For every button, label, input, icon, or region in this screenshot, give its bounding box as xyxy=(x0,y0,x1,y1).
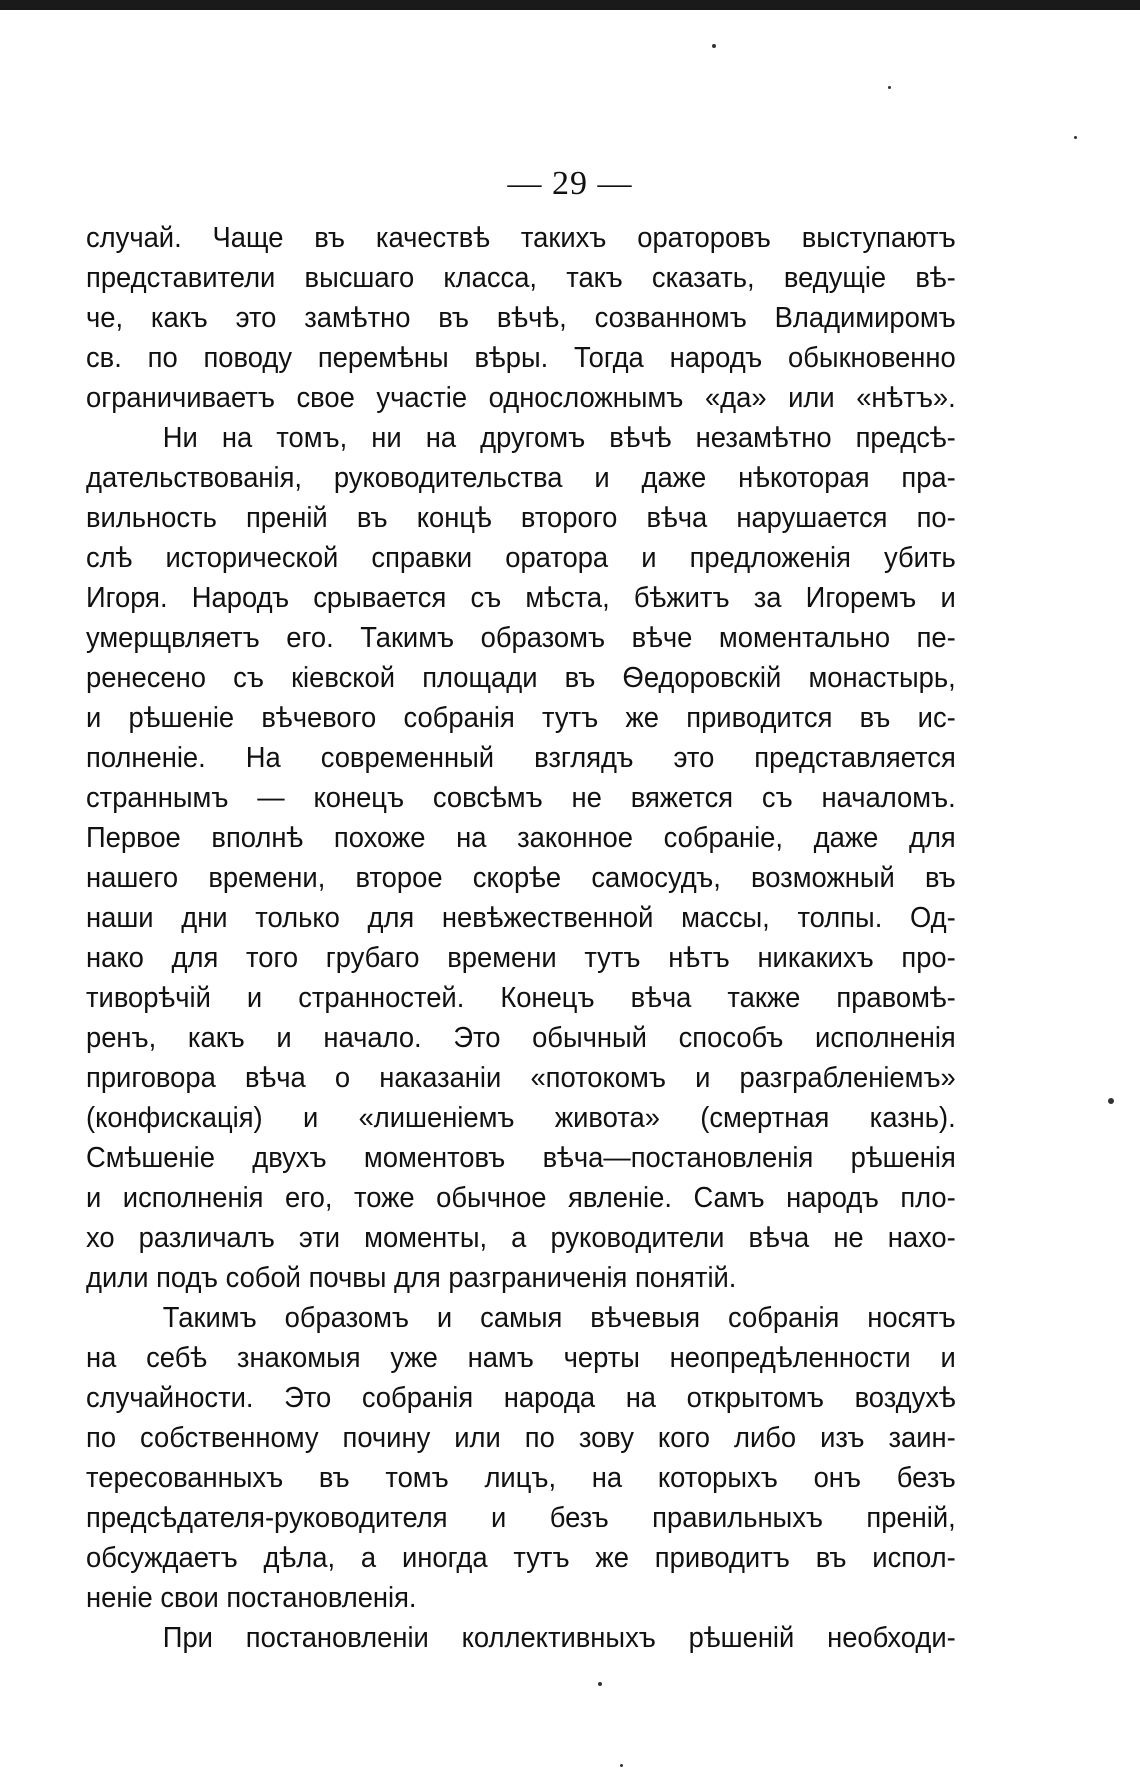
scan-speck xyxy=(888,86,891,89)
text-line: ренъ, какъ и начало. Это обычный способъ исполненія xyxy=(86,1022,956,1054)
text-line: ренесено съ кіевской площади въ Ѳедоровскій монастырь, xyxy=(86,662,956,694)
text-line: и исполненія его, тоже обычное явленіе. Самъ народъ пло- xyxy=(86,1182,956,1214)
scan-speck xyxy=(1074,136,1077,139)
text-line: хо различалъ эти моменты, а руководители вѣча не нахо- xyxy=(86,1222,956,1254)
text-line: обсуждаетъ дѣла, а иногда тутъ же приводитъ въ испол- xyxy=(86,1542,956,1574)
scan-speck xyxy=(1108,1098,1114,1104)
text-line: слѣ исторической справки оратора и предложенія убить xyxy=(86,542,956,574)
text-line: Такимъ образомъ и самыя вѣчевыя собранія носятъ xyxy=(162,1302,956,1334)
page-number: — 29 — xyxy=(507,165,633,202)
text-line: дательствованія, руководительства и даже нѣкоторая пра- xyxy=(86,462,956,494)
text-line: Ни на томъ, ни на другомъ вѣчѣ незамѣтно предсѣ- xyxy=(162,422,956,454)
body-text xyxy=(86,218,956,1658)
text-line: (конфискація) и «лишеніемъ живота» (смертная казнь). xyxy=(86,1102,956,1134)
text-line: умерщвляетъ его. Такимъ образомъ вѣче моментально пе- xyxy=(86,622,956,654)
text-line: неніе свои постановленія. xyxy=(86,1582,417,1614)
text-line: св. по поводу перемѣны вѣры. Тогда народъ обыкновенно xyxy=(86,342,956,374)
scan-speck xyxy=(712,44,716,48)
text-line: тересованныхъ въ томъ лицъ, на которыхъ онъ безъ xyxy=(86,1462,956,1494)
text-line: нако для того грубаго времени тутъ нѣтъ никакихъ про- xyxy=(86,942,956,974)
top-scan-border xyxy=(0,0,1140,10)
text-line: При постановленіи коллективныхъ рѣшеній необходи- xyxy=(162,1622,956,1654)
text-line: вильность преній въ концѣ второго вѣча нарушается по- xyxy=(86,502,956,534)
text-line: случайности. Это собранія народа на открытомъ воздухѣ xyxy=(86,1382,956,1414)
text-line: нашего времени, второе скорѣе самосудъ, возможный въ xyxy=(86,862,956,894)
text-line: случай. Чаще въ качествѣ такихъ ораторовъ выступаютъ xyxy=(86,222,956,254)
text-line: Игоря. Народъ срывается съ мѣста, бѣжитъ за Игоремъ и xyxy=(86,582,956,614)
text-line: по собственному почину или по зову кого либо изъ заин- xyxy=(86,1422,956,1454)
scan-speck xyxy=(620,1764,623,1767)
text-line: приговора вѣча о наказаніи «потокомъ и разграбленіемъ» xyxy=(86,1062,956,1094)
text-line: страннымъ — конецъ совсѣмъ не вяжется съ началомъ. xyxy=(86,782,956,814)
scan-speck xyxy=(598,1682,602,1686)
text-line: ограничиваетъ свое участіе односложнымъ «да» или «нѣтъ». xyxy=(86,382,956,414)
text-line: предсѣдателя-руководителя и безъ правильныхъ преній, xyxy=(86,1502,956,1534)
text-line: и рѣшеніе вѣчевого собранія тутъ же приводится въ ис- xyxy=(86,702,956,734)
text-line: тиворѣчій и странностей. Конецъ вѣча также правомѣ- xyxy=(86,982,956,1014)
text-line: представители высшаго класса, такъ сказать, ведущіе вѣ- xyxy=(86,262,956,294)
text-line: дили подъ собой почвы для разграниченія понятій. xyxy=(86,1262,737,1294)
text-line: че, какъ это замѣтно въ вѣчѣ, созванномъ Владимиромъ xyxy=(86,302,956,334)
text-line: полненіе. На современный взглядъ это представляется xyxy=(86,742,956,774)
text-line: наши дни только для невѣжественной массы, толпы. Од- xyxy=(86,902,956,934)
text-line: Смѣшеніе двухъ моментовъ вѣча—постановленія рѣшенія xyxy=(86,1142,956,1174)
text-line: Первое вполнѣ похоже на законное собраніе, даже для xyxy=(86,822,956,854)
text-line: на себѣ знакомыя уже намъ черты неопредѣленности и xyxy=(86,1342,956,1374)
